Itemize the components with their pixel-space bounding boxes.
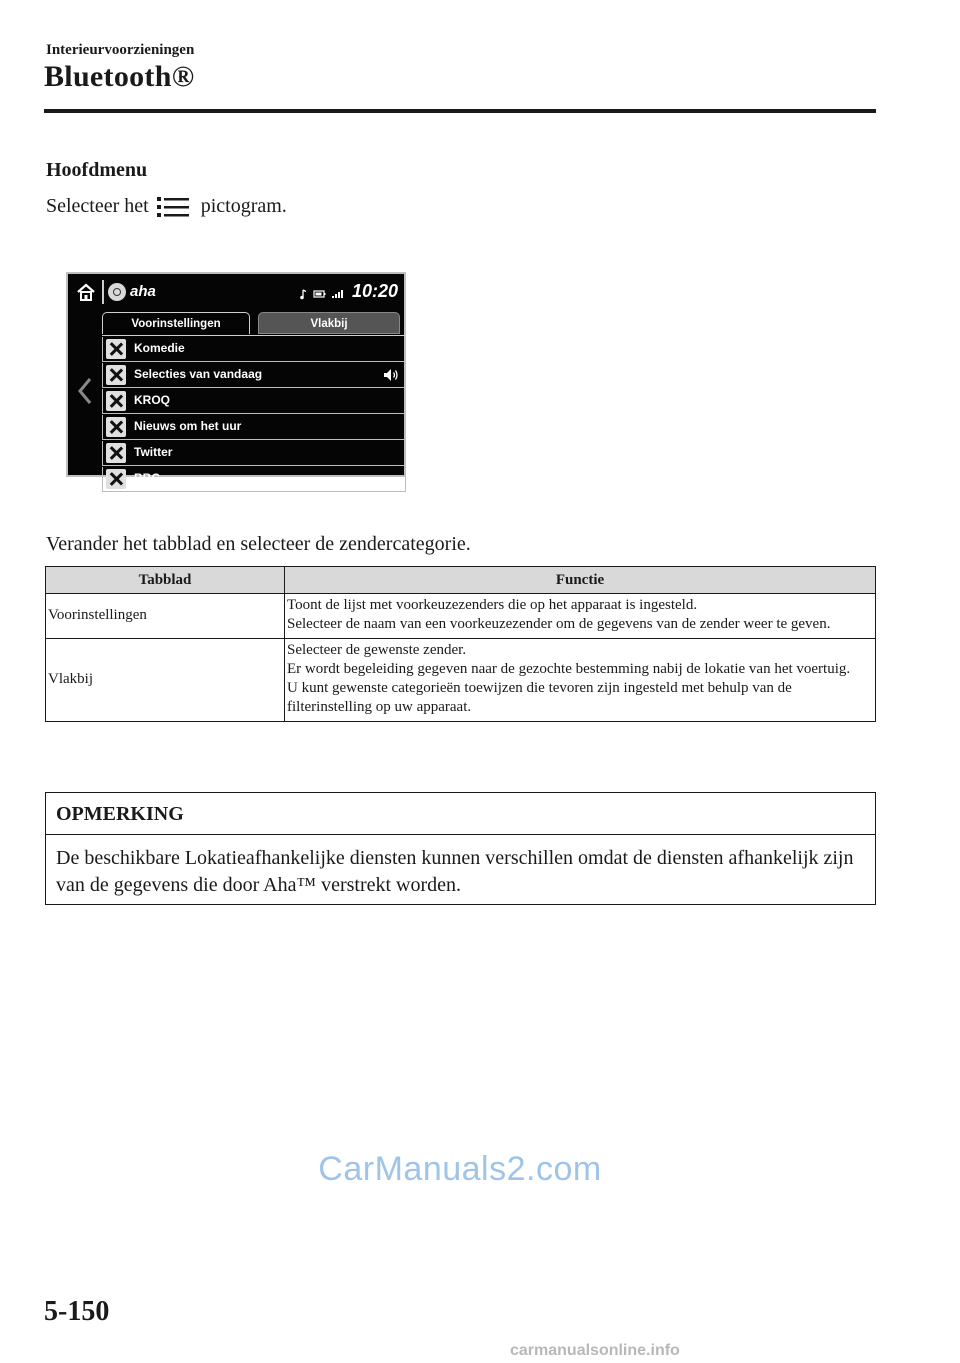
function-line: Er wordt begeleiding gegeven naar de gezochte bestemming nabij de lokatie van het voertuig. (287, 661, 851, 677)
station-x-icon (106, 339, 126, 359)
speaker-icon (383, 368, 399, 382)
infotainment-screen (66, 272, 406, 485)
home-icon[interactable] (76, 282, 96, 302)
footer-link[interactable]: carmanualsonline.info (510, 1342, 680, 1359)
table-header-row (46, 567, 876, 594)
aha-logo-icon (108, 283, 126, 301)
tab-vlakbij[interactable]: Vlakbij (258, 312, 400, 334)
list-item-label: KROQ (134, 393, 170, 407)
status-bar (68, 274, 404, 310)
app-name: aha (130, 283, 156, 300)
note-title: OPMERKING (56, 803, 184, 825)
header-functie: Functie (285, 567, 876, 594)
status-icons (300, 288, 348, 300)
function-line: Selecteer de gewenste zender. (287, 642, 467, 658)
table-row (46, 639, 876, 722)
table-row (46, 594, 876, 639)
list-item-label: Twitter (134, 445, 173, 459)
chapter-title: Bluetooth® (44, 60, 195, 93)
list-item[interactable] (102, 389, 406, 414)
list-item[interactable] (102, 467, 406, 492)
back-chevron-icon[interactable] (78, 378, 92, 404)
watermark: CarManuals2.com (318, 1150, 602, 1188)
tab-voorinstellingen[interactable]: Voorinstellingen (102, 312, 250, 334)
list-item-label: BBC (134, 471, 160, 485)
list-item[interactable] (102, 441, 406, 466)
header-rule (44, 109, 876, 113)
list-item[interactable] (102, 363, 406, 388)
section-title: Interieurvoorzieningen (46, 42, 195, 58)
function-line: Toont de lijst met voorkeuzezenders die op het apparaat is ingesteld. (287, 597, 698, 613)
row-function (285, 639, 876, 722)
list-item[interactable] (102, 415, 406, 440)
station-x-icon (106, 365, 126, 385)
note-body: De beschikbare Lokatieafhankelijke diensten kunnen verschillen omdat de diensten afhankelijk zijn van de gegevens die door Aha™ verstrekt worden. (56, 847, 854, 896)
instruction (46, 195, 287, 218)
intro-text: Verander het tabblad en selecteer de zendercategorie. (46, 533, 471, 555)
list-item-label: Selecties van vandaag (134, 367, 263, 381)
station-list (102, 335, 406, 492)
clock: 10:20 (351, 281, 398, 301)
function-table (45, 566, 876, 722)
station-x-icon (106, 391, 126, 411)
function-line: Selecteer de naam van een voorkeuzezender om de gegevens van de zender weer te geven. (287, 616, 831, 632)
note-box (45, 792, 876, 905)
row-tab: Vlakbij (46, 639, 285, 722)
row-function (285, 594, 876, 639)
function-line: U kunt gewenste categorieën toewijzen die tevoren zijn ingesteld met behulp van de filterinstelling op uw apparaat. (287, 680, 792, 715)
station-x-icon (106, 469, 126, 489)
subheading: Hoofdmenu (46, 159, 148, 181)
row-tab: Voorinstellingen (46, 594, 285, 639)
station-x-icon (106, 417, 126, 437)
status-separator (102, 280, 104, 304)
header-tabblad: Tabblad (46, 567, 285, 594)
list-item[interactable] (102, 337, 406, 362)
instruction-before: Selecteer het (46, 195, 149, 217)
list-item-label: Komedie (134, 341, 185, 355)
station-x-icon (106, 443, 126, 463)
instruction-after: pictogram. (200, 195, 287, 217)
list-item-label: Nieuws om het uur (134, 419, 242, 433)
page-number: 5-150 (44, 1296, 110, 1327)
note-header (46, 793, 875, 835)
list-menu-icon (157, 196, 189, 218)
